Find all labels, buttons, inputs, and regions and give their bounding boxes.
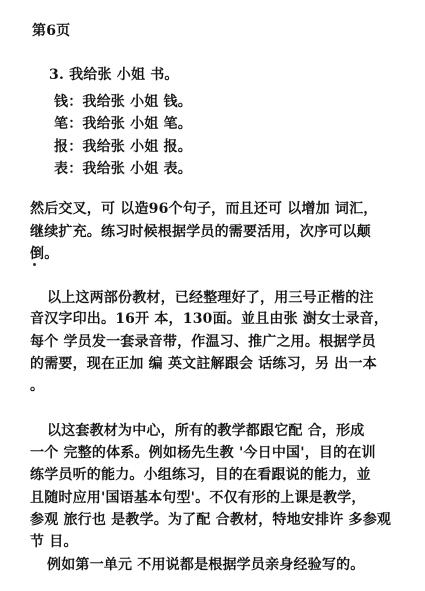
paragraph-2-line-1: 以上这两部份教材，已经整理好了，用三号正楷的注 [47, 290, 374, 306]
example-item-pen: 笔：我给张 小姐 笔。 [54, 116, 192, 132]
example-item-newspaper: 报：我给张 小姐 报。 [54, 139, 192, 155]
example-item-money: 钱：我给张 小姐 钱。 [54, 94, 192, 110]
paragraph-2-line-2: 音汉字印出。16开 本，130面。並且由张 澍女士录音， [30, 311, 389, 327]
paragraph-3-line-2: 一个 完整的体系。例如杨先生教 '今日中国'，目的在训 [30, 445, 376, 461]
paragraph-1-line-3: 倒。 [30, 246, 59, 262]
example-heading: 3. 我给张 小姐 书。 [49, 67, 179, 83]
paragraph-4-line-1: 例如第一单元 不用说都是根据学员亲身经验写的。 [47, 557, 365, 573]
paragraph-3-line-1: 以这套教材为中心，所有的教学都跟它配 合，形成 [47, 423, 365, 439]
paragraph-3-line-3: 练学员听的能力。小组练习，目的在看跟说的能力，並 [30, 467, 371, 483]
stray-dot [33, 263, 36, 266]
paragraph-2-line-4: 的需要，现在正加 编 英文註解跟会 话练习，另 出一本 [30, 356, 377, 372]
page-number-label: 第6页 [32, 23, 71, 39]
paragraph-2-line-3: 每个 学员发一套录音带，作温习、推广之用。根据学员 [30, 334, 376, 350]
example-item-watch: 表：我给张 小姐 表。 [54, 161, 192, 177]
paragraph-3-line-6: 节 目。 [30, 534, 78, 550]
paragraph-1-line-1: 然后交叉，可 以造96个句子，而且还可 以增加 词汇， [30, 201, 378, 217]
paragraph-2-line-5: 。 [30, 378, 45, 394]
paragraph-3-line-5: 参观 旅行也 是教学。为了配 合教材，特地安排许 多参观 [30, 512, 392, 528]
paragraph-1-line-2: 继续扩充。练习时候根据学员的需要活用，次序可以颠 [30, 224, 371, 240]
paragraph-3-line-4: 且随时应用'国语基本句型'。不仅有形的上课是教学， [30, 490, 366, 506]
